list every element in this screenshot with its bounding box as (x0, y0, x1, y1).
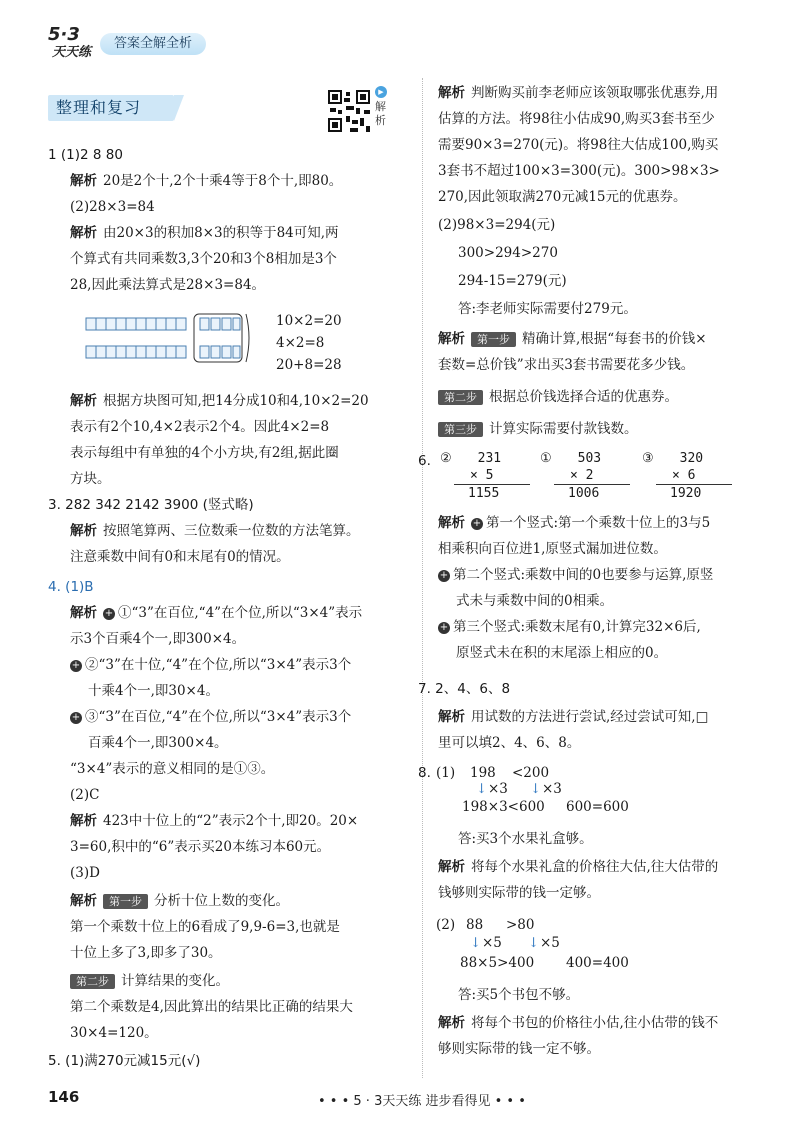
q8-p1-cmp: <200 (512, 765, 550, 781)
text-line: 示3个百乘4个一,即300×4。 (70, 631, 246, 647)
q8-p2-a: 88 (466, 917, 484, 933)
q1-analysis2: 解析 由20×3的积加8×3的积等于84可知,两 (70, 225, 339, 241)
text-line: 300>294>270 (458, 245, 558, 261)
text-line: 估算的方法。将98往小估成90,购买3套书至少 (438, 111, 715, 127)
text-line: 够则实际带的钱一定不够。 (438, 1041, 600, 1057)
q8-p1-tag: (1) (436, 765, 456, 781)
q5-analysis2: 解析 第一步 精确计算,根据“每套书的价钱× (438, 331, 707, 347)
q8-p2-res: 88×5>400 (460, 955, 535, 971)
block-diagram (84, 312, 274, 372)
q8-p2-cmp: >80 (506, 917, 535, 933)
q3-analysis: 解析 按照笔算两、三位数乘一位数的方法笔算。 (70, 523, 360, 539)
text-line: + 第二个竖式:乘数中间的0也要参与运算,原竖 (439, 567, 714, 583)
play-icon: ▶ (375, 86, 387, 98)
q8-p1-m1: ×3 (488, 781, 508, 797)
eq-line: 4×2=8 (276, 335, 325, 351)
footer-slogan: • • • 5 · 3天天练 进步看得见 • • • (318, 1094, 526, 1109)
q8-num: 8. (418, 765, 431, 781)
text-line: 答:买3个水果礼盒够。 (458, 831, 593, 847)
text-line: 表示有2个10,4×2表示2个4。因此4×2=8 (70, 419, 330, 435)
q1-analysis: 解析 20是2个十,2个十乘4等于8个十,即80。 (70, 173, 343, 189)
eq-line: 10×2=20 (276, 313, 342, 329)
q8-analysis2: 解析 将每个书包的价格往小估,往小估带的钱不 (438, 1015, 719, 1031)
q6-calc-b: ① 503 × 2 1006 (540, 450, 630, 502)
qr-label: ▶ 解析 (375, 88, 386, 127)
down-arrow-icon: ↓ (528, 935, 540, 951)
text-line: 30×4=120。 (70, 1025, 158, 1041)
logo-top: 5·3 (48, 24, 80, 45)
down-arrow-icon: ↓ (470, 935, 482, 951)
q3-answer: 3. 282 342 2142 3900 (竖式略) (48, 497, 254, 513)
q8-p1-res: 198×3<600 (462, 799, 545, 815)
text-line: “3×4”表示的意义相同的是①③。 (70, 761, 275, 777)
text-line: 个算式有共同乘数3,3个20和3个8相加是3个 (70, 251, 337, 267)
text-line: 28,因此乘法算式是28×3=84。 (70, 277, 266, 293)
q8-p1-eq: 600=600 (566, 799, 629, 815)
q8-p2-m1: ×5 (482, 935, 502, 951)
text-line: 注意乘数中间有0和末尾有0的情况。 (70, 549, 290, 565)
text-line: 需要90×3=270(元)。将98往大估成100,购买 (438, 137, 719, 153)
text-line: 答:买5个书包不够。 (458, 987, 580, 1003)
text-line: 十乘4个一,即30×4。 (88, 683, 219, 699)
text-line: 答:李老师实际需要付279元。 (458, 301, 637, 317)
text-line: 里可以填2、4、6、8。 (438, 735, 581, 751)
q5-part2: (2)98×3=294(元) (438, 217, 556, 233)
q6-calc-c: ③ 320 × 6 1920 (642, 450, 732, 502)
text-line: 第二个乘数是4,因此算出的结果比正确的结果大 (70, 999, 353, 1015)
q8-p1-m2: ×3 (542, 781, 562, 797)
brand-logo (48, 26, 102, 70)
text-line: 钱够则实际带的钱一定够。 (438, 885, 600, 901)
text-line: 式未与乘数中间的0相乘。 (456, 593, 614, 609)
header-badge: 答案全解全析 (100, 33, 206, 55)
text-line: 方块。 (70, 471, 111, 487)
text-line: 3=60,积中的“6”表示买20本练习本60元。 (70, 839, 331, 855)
text-line: 套数=总价钱”求出买3套书需要花多少钱。 (438, 357, 695, 373)
text-line: + 第三个竖式:乘数末尾有0,计算完32×6后, (439, 619, 701, 635)
q5-answer: 5. (1)满270元减15元(√) (48, 1053, 201, 1069)
q1-part2: (2)28×3=84 (70, 199, 155, 215)
q4-part2: (2)C (70, 787, 100, 803)
text-line: + ②“3”在十位,“4”在个位,所以“3×4”表示3个 (71, 657, 352, 673)
q8-p2-m2: ×5 (540, 935, 560, 951)
text-line: 第二步 根据总价钱选择合适的优惠券。 (438, 388, 678, 406)
text-line: 相乘积向百位进1,原竖式漏加进位数。 (438, 541, 667, 557)
down-arrow-icon: ↓ (476, 781, 488, 797)
text-line: + ③“3”在百位,“4”在个位,所以“3×4”表示3个 (71, 709, 352, 725)
q8-analysis1: 解析 将每个水果礼盒的价格往大估,往大估带的 (438, 859, 719, 875)
eq-line: 20+8=28 (276, 357, 342, 373)
logo-bottom: 天天练 (52, 45, 92, 60)
text-line: 第三步 计算实际需要付款钱数。 (438, 420, 638, 438)
q7-analysis: 解析 用试数的方法进行尝试,经过尝试可知,□ (438, 709, 709, 725)
q4-answer: 4. (1)B (48, 579, 94, 595)
text-line: 十位上多了3,即多了30。 (70, 945, 222, 961)
q8-p1-a: 198 (470, 765, 496, 781)
qr-code-icon[interactable] (326, 88, 372, 134)
text-line: 表示每组中有单独的4个小方块,有2组,据此圈 (70, 445, 339, 461)
column-divider (422, 78, 423, 1078)
text-line: 294-15=279(元) (458, 273, 567, 289)
q8-p2-tag: (2) (436, 917, 456, 933)
section-title: 整理和复习 (48, 95, 174, 121)
text-line: 百乘4个一,即300×4。 (88, 735, 228, 751)
q6-num: 6. (418, 453, 431, 469)
down-arrow-icon: ↓ (530, 781, 542, 797)
q1-answer: 1 (1)2 8 80 (48, 147, 123, 163)
q4-analysis3: 解析 第一步 分析十位上数的变化。 (70, 893, 289, 909)
q6-analysis: 解析 + 第一个竖式:第一个乘数十位上的3与5 (438, 515, 711, 531)
q6-calc-a: ② 231 × 5 1155 (440, 450, 530, 502)
text-line: 270,因此领取满270元减15元的优惠券。 (438, 189, 687, 205)
page-number: 146 (48, 1088, 80, 1106)
q4-analysis2: 解析 423中十位上的“2”表示2个十,即20。20× (70, 813, 359, 829)
q2-analysis: 解析 根据方块图可知,把14分成10和4,10×2=20 (70, 393, 369, 409)
text-line: 第二步 计算结果的变化。 (70, 972, 229, 990)
text-line: 原竖式未在积的末尾添上相应的0。 (456, 645, 668, 661)
q4-part3: (3)D (70, 865, 100, 881)
q8-p2-eq: 400=400 (566, 955, 629, 971)
text-line: 3套书不超过100×3=300(元)。300>98×3> (438, 163, 720, 179)
text-line: 第一个乘数十位上的6看成了9,9-6=3,也就是 (70, 919, 340, 935)
q4-analysis: 解析 + ①“3”在百位,“4”在个位,所以“3×4”表示 (70, 605, 363, 621)
q5-analysis: 解析 判断购买前李老师应该领取哪张优惠券,用 (438, 85, 719, 101)
q7-answer: 7. 2、4、6、8 (418, 681, 511, 697)
